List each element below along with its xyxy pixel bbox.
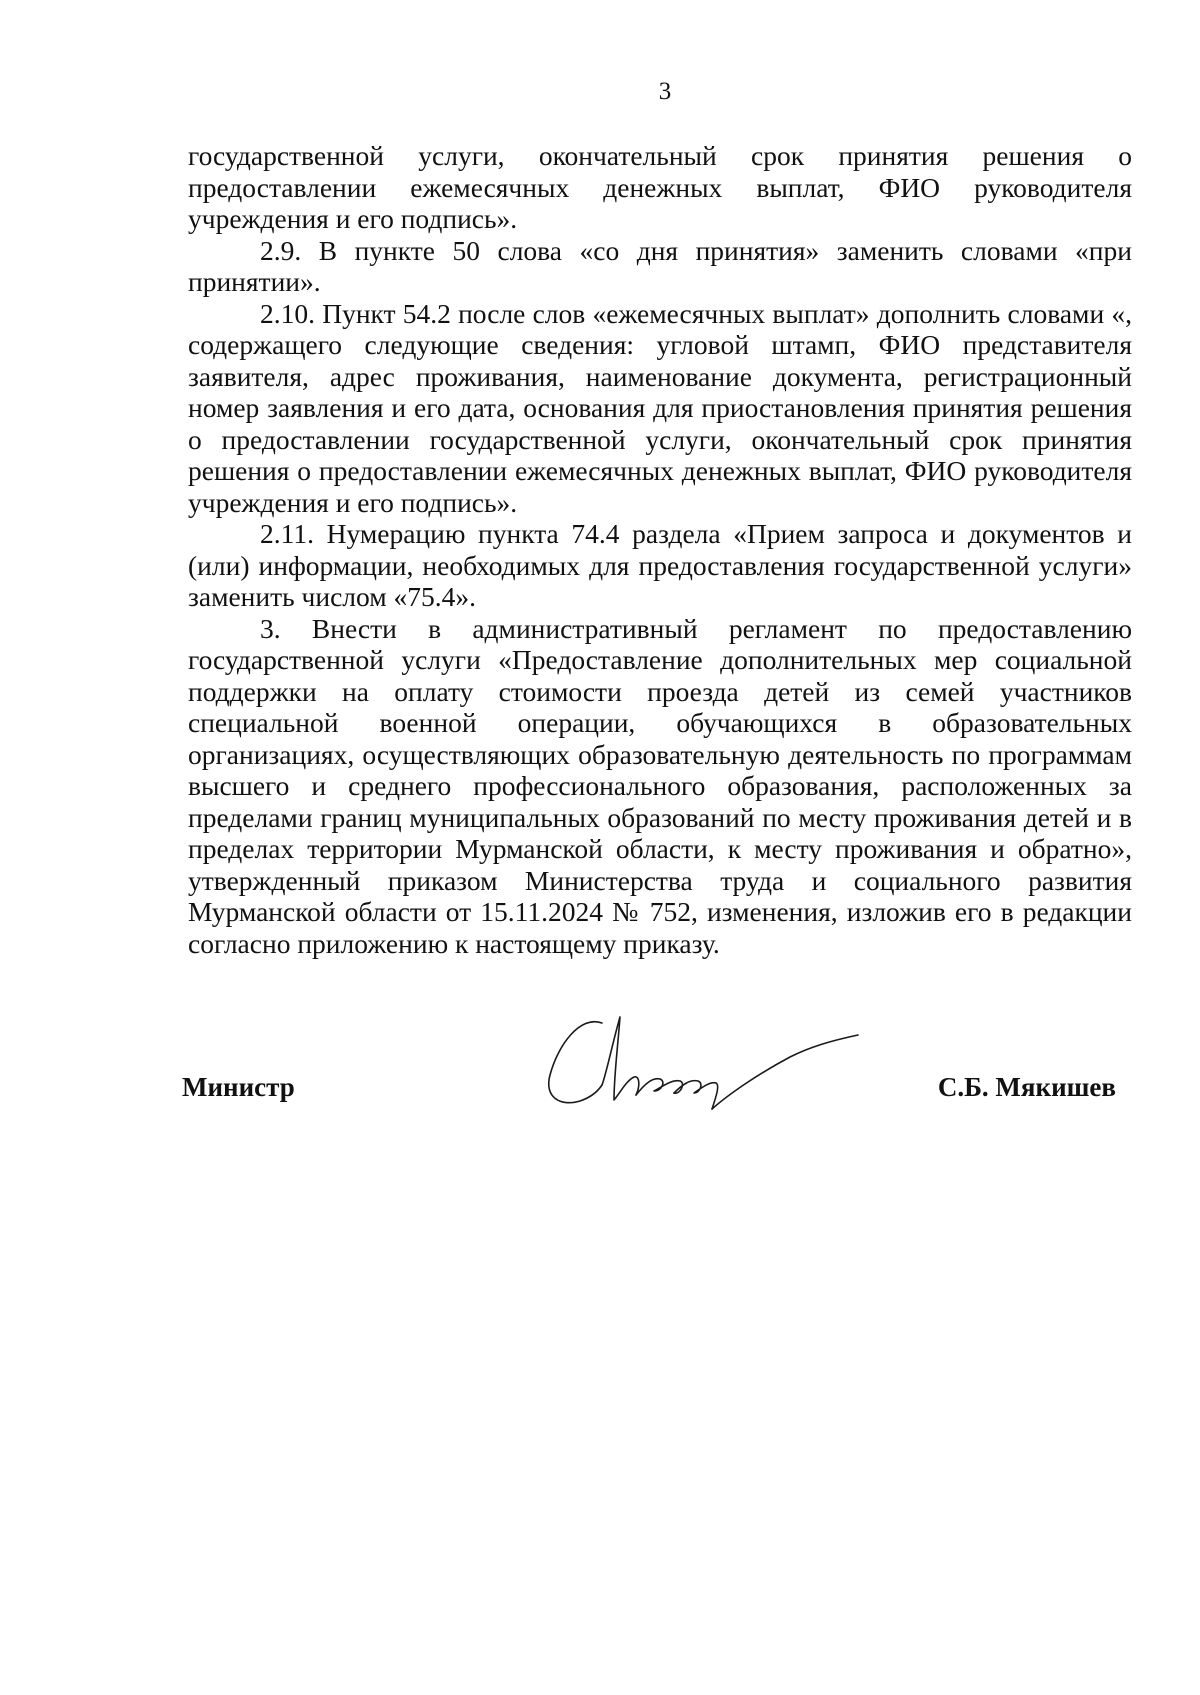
page-number: 3 — [658, 78, 672, 105]
paragraph-3: 3. Внести в административный регламент по предоставлению государственной услуги «Предоставление дополнительных мер социальной поддержки на оплату стоимости проезда детей из семей участников специальной военной операции, обучающихся в образовательных организациях, осуществляющих образовательную деятельность по программам высшего и среднего профессионального образования, расположенных за пределами границ муниципальных образований по месту проживания детей и в пределах территории Мурманской области, к месту проживания и обратно», утвержденный приказом Министерства труда и социального развития Мурманской области от 15.11.2024 № 752, изменения, изложив его в редакции согласно приложению к настоящему приказу. — [188, 612, 1132, 959]
document-body — [188, 140, 1132, 959]
signer-position: Министр — [182, 1072, 295, 1102]
paragraph-2-10: 2.10. Пункт 54.2 после слов «ежемесячных выплат» дополнить словами «, содержащего следующие сведения: угловой штамп, ФИО представителя заявителя, адрес проживания, наименование документа, регистрационный номер заявления и его дата, основания для приостановления принятия решения о предоставлении государственной услуги, окончательный срок принятия решения о предоставлении ежемесячных денежных выплат, ФИО руководителя учреждения и его подпись». — [188, 297, 1132, 518]
signature-block — [0, 1005, 1200, 1125]
paragraph-continuation: государственной услуги, окончательный срок принятия решения о предоставлении ежемесячных денежных выплат, ФИО руководителя учреждения и его подпись». — [188, 140, 1132, 234]
paragraph-2-11: 2.11. Нумерацию пункта 74.4 раздела «Прием запроса и документов и (или) информации, необходимых для предоставления государственной услуги» заменить числом «75.4». — [188, 518, 1132, 612]
paragraph-2-9: 2.9. В пункте 50 слова «со дня принятия» заменить словами «при принятии». — [188, 234, 1132, 297]
handwritten-signature — [540, 1005, 870, 1115]
signer-name: С.Б. Мякишев — [937, 1072, 1116, 1102]
